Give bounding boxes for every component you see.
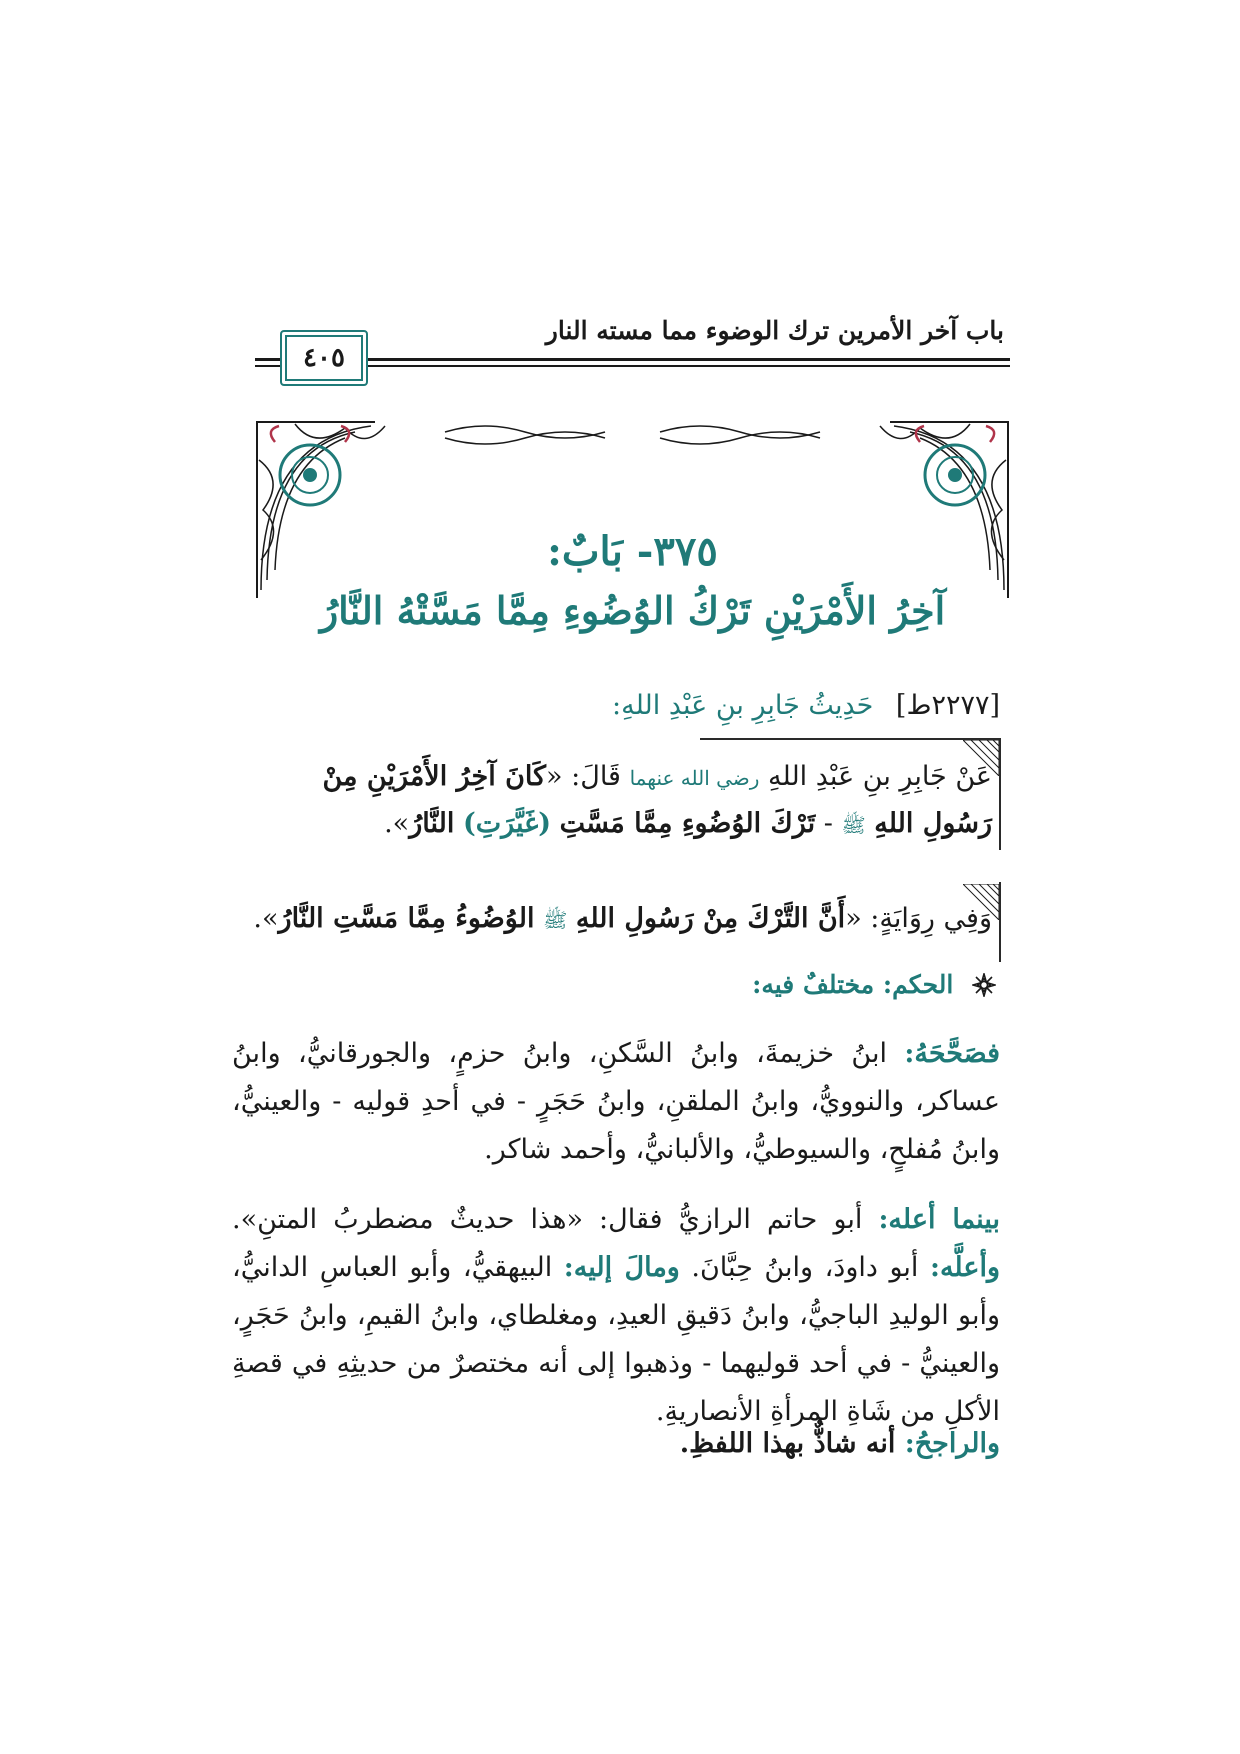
hadith-matn-3: النَّارُ	[409, 808, 455, 839]
hadith-title: حَدِيثُ جَابِرِ بنِ عَبْدِ اللهِ:	[612, 690, 874, 721]
hadith-matn-2: تَرْكَ الوُضُوءِ مِمَّا مَسَّتِ	[559, 808, 816, 839]
ruling	[396, 970, 996, 999]
hadith-text	[252, 754, 992, 848]
authenticated-label: فصَحَّحَهُ:	[904, 1038, 1000, 1069]
authenticators-paragraph	[232, 1030, 1000, 1174]
running-header: باب آخر الأمرين ترك الوضوء مما مسته النار	[545, 316, 1004, 345]
inclined-label: ومالَ إليه:	[563, 1252, 680, 1283]
page-number: ٤٠٥	[280, 330, 368, 386]
quote-side-rule	[999, 882, 1001, 962]
weakeners-paragraph	[232, 1196, 1000, 1436]
said-text: قَالَ: «	[546, 761, 621, 792]
chapter-title: آخِرُ الأَمْرَيْنِ تَرْكُ الوُضُوءِ مِمَّا مَسَّتْهُ النَّارُ	[319, 588, 946, 633]
flower-icon	[972, 973, 996, 997]
weakened-label-2: وأعلَّه:	[929, 1252, 1001, 1283]
header-rule-thin	[255, 365, 1010, 367]
weakened-text-2: أبو داودَ، وابنُ حِبَّانَ.	[679, 1252, 930, 1283]
hadith-reference: [٢٢٧٧ط]	[895, 690, 1000, 721]
dash: -	[815, 808, 842, 839]
ruling-value: مختلفٌ فيه:	[752, 970, 875, 999]
variant-matn-1: أَنَّ التَّرْكَ مِنْ رَسُولِ اللهِ	[575, 903, 846, 934]
variant-word: (غَيَّرَتِ)	[462, 808, 552, 839]
preferred-label: والراجحُ:	[904, 1428, 1000, 1459]
chapter-number: ٣٧٥- بَابٌ:	[547, 528, 718, 575]
hadith-heading	[240, 690, 1000, 721]
preferred-paragraph	[232, 1420, 1000, 1468]
inclined-text: البيهقيُّ، وأبو العباسِ الدانيُّ، وأبو الوليدِ الباجيُّ، وابنُ دَقيقِ العيدِ، ومغلطاي، وابنُ القيمِ، وابنُ حَجَرٍ، والعينيُّ - في أحد قوليهما - وذهبوا إلى أنه مختصرٌ من حديثِهِ في قصةِ الأكلِ من شَاةِ المرأةِ الأنصاريةِ.	[232, 1252, 1000, 1427]
salawat-symbol: ﷺ	[543, 908, 568, 932]
radiallahu-anhu-symbol: رضي الله عنهما	[629, 766, 760, 790]
header-rule	[255, 358, 1010, 361]
weakened-label: بينما أعله:	[878, 1204, 1000, 1235]
authenticated-text: ابنُ خزيمةَ، وابنُ السَّكنِ، وابنُ حزمٍ، والجورقانيُّ، وابنُ عساكر، والنوويُّ، وابنُ الملقنِ، وابنُ حَجَرٍ - في أحدِ قوليه - والعينيُّ، وابنُ مُفلحٍ، والسيوطيُّ، والألبانيُّ، وأحمد شاكر.	[232, 1038, 1000, 1165]
hadith-matn-1: كَانَ آخِرُ الأَمْرَيْنِ مِنْ رَسُولِ اللهِ	[322, 761, 992, 839]
hadith-variant-text	[252, 896, 992, 943]
quote-rule	[700, 738, 1000, 740]
narrator: عَنْ جَابِرِ بنِ عَبْدِ اللهِ	[768, 761, 992, 792]
quote-close: ».	[384, 808, 410, 839]
narration-intro: وَفِي رِوَايَةٍ: «	[845, 903, 992, 934]
variant-matn-2: الوُضُوءُ مِمَّا مَسَّتِ النَّارُ	[278, 903, 535, 934]
weakened-text: أبو حاتم الرازيُّ فقال: «هذا حديثٌ مضطربُ المتنِ».	[232, 1204, 879, 1235]
salawat-symbol: ﷺ	[841, 813, 866, 837]
preferred-text: أنه شاذٌّ بهذا اللفظِ.	[679, 1428, 905, 1459]
quote-side-rule	[999, 738, 1001, 850]
ruling-label: الحكم:	[882, 970, 954, 999]
quote-close: ».	[253, 903, 279, 934]
